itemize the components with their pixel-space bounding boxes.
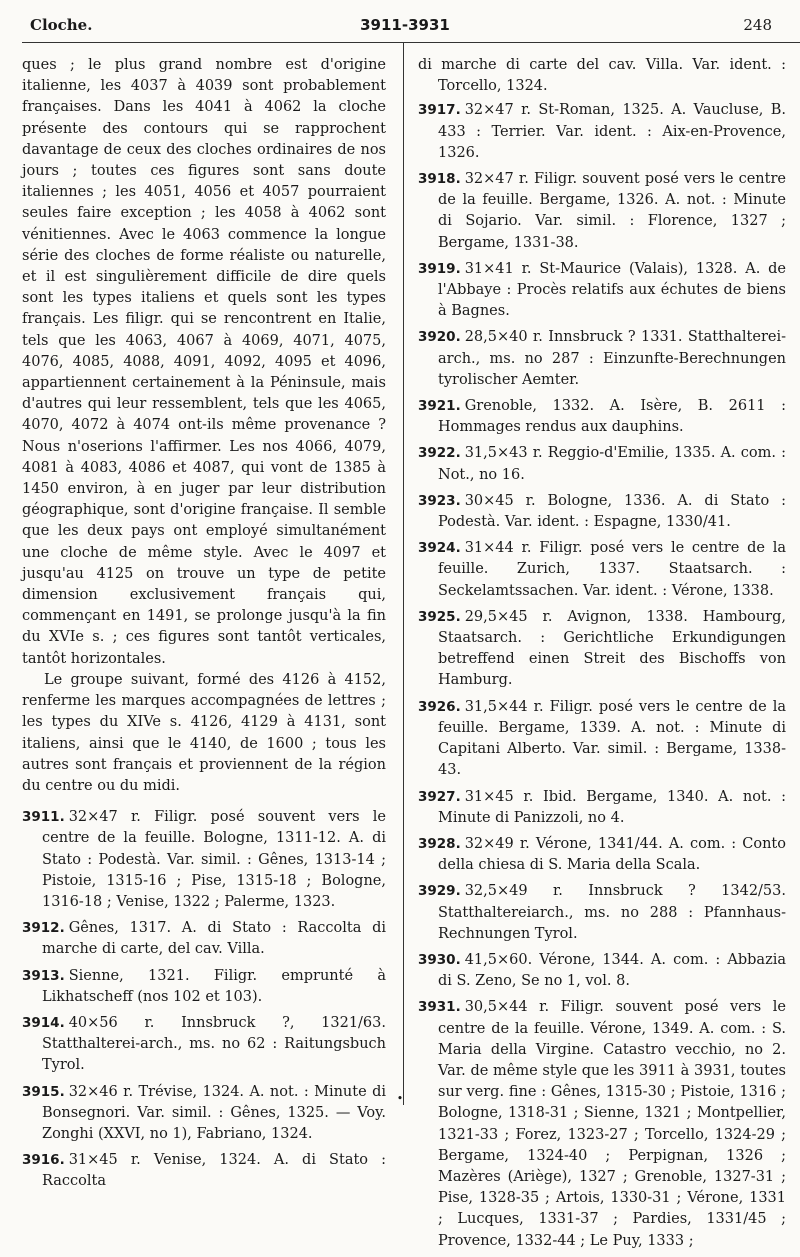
entry-number: 3916. bbox=[22, 1152, 65, 1169]
entry-number: 3926. bbox=[418, 698, 461, 715]
catalog-entry bbox=[418, 100, 786, 164]
catalog-entry bbox=[22, 966, 386, 1008]
entry-text: 31,5×44 r. Filigr. posé vers le centre de la feuille. Bergame, 1339. A. not. : Minute di Capitani Alberto. Var. simil. : Bergame, 1338-43. bbox=[438, 698, 786, 779]
entry-text: Sienne, 1321. Filigr. emprunté à Likhatscheff (nos 102 et 103). bbox=[42, 967, 386, 1005]
entry-number: 3922. bbox=[418, 445, 461, 462]
entry-number: 3923. bbox=[418, 492, 461, 509]
entry-number: 3918. bbox=[418, 171, 461, 188]
catalog-entry bbox=[418, 834, 786, 876]
entry-text: 41,5×60. Vérone, 1344. A. com. : Abbazia di S. Zeno, Se no 1, vol. 8. bbox=[438, 951, 786, 990]
entry-text: 32×47 r. Filigr. posé souvent vers le centre de la feuille. Bologne, 1311-12. A. di Stato : Podestà. Var. simil. : Gênes, 1313-14 ; Pistoie, 1315-16 ; Pise, 1315-18 ; Bologne, 1316-18 ; Venise, 1322 ; Palerme, 1323. bbox=[42, 809, 386, 910]
catalog-entry bbox=[418, 538, 786, 602]
entry-number: 3920. bbox=[418, 329, 461, 346]
left-column bbox=[22, 55, 386, 1198]
entry-text: Grenoble, 1332. A. Isère, B. 2611 : Hommages rendus aux dauphins. bbox=[438, 398, 786, 436]
entry-number: 3917. bbox=[418, 102, 461, 119]
entry-text: 32×46 r. Trévise, 1324. A. not. : Minute di Bonsegnori. Var. simil. : Gênes, 1325. — Voy. Zonghi (XXVI, no 1), Fabriano, 1324. bbox=[42, 1083, 386, 1142]
entry-number: 3924. bbox=[418, 540, 461, 557]
catalog-entry bbox=[22, 918, 386, 960]
column-divider bbox=[403, 42, 404, 1105]
catalog-entry bbox=[418, 881, 786, 945]
catalog-entry bbox=[22, 807, 386, 913]
catalog-entry bbox=[418, 491, 786, 533]
entry-number: 3921. bbox=[418, 398, 461, 415]
running-header bbox=[30, 12, 780, 40]
entry-text: 30,5×44 r. Filigr. souvent posé vers le centre de la feuille. Vérone, 1349. A. com. : S. Maria della Virgine. Catastro vecchio, no 2. Var. de même style que les 3911 à 3931, toutes sur verg. fine : Gênes, 1315-30 ; Pistoie, 1316 ; Bologne, 1318-31 ; Sienne, 1321 ; Montpellier, 1321-33 ; Forez, 1323-27 ; Torcello, 1324-29 ; Bergame, 1324-40 ; Perpignan, 1326 ; Mazères (Ariège), 1327 ; Grenoble, 1327-31 ; Pise, 1328-35 ; Artois, 1330-31 ; Vérone, 1331 ; Lucques, 1331-37 ; Pardies, 1331/45 ; Provence, 1332-44 ; Le Puy, 1333 ; bbox=[438, 999, 786, 1249]
header-section-title: Cloche. bbox=[30, 16, 93, 34]
entry-text: di marche di carte del cav. Villa. Var. ident. : Torcello, 1324. bbox=[418, 57, 786, 95]
right-column bbox=[418, 55, 786, 1257]
header-range: 3911-3931 bbox=[360, 16, 450, 34]
entry-number: 3928. bbox=[418, 835, 461, 852]
entry-text: 31×44 r. Filigr. posé vers le centre de la feuille. Zurich, 1337. Staatsarch. : Seckelamtssachen. Var. ident. : Vérone, 1338. bbox=[438, 540, 786, 599]
page-number: 248 bbox=[743, 16, 772, 34]
entry-number: 3927. bbox=[418, 788, 461, 805]
entry-text: 40×56 r. Innsbruck ?, 1321/63. Statthalterei-arch., ms. no 62 : Raitungsbuch Tyrol. bbox=[42, 1014, 386, 1074]
catalog-entry bbox=[418, 607, 786, 692]
catalog-entry bbox=[418, 169, 786, 254]
entry-number: 3915. bbox=[22, 1083, 65, 1100]
intro-paragraph: ques ; le plus grand nombre est d'origine italienne, les 4037 à 4039 sont probablement françaises. Dans les 4041 à 4062 la cloche présente des contours qui se rapprochent davantage de ceux des cloches ordinaires de nos jours ; toutes ces figures sont sans doute italiennes ; les 4051, 4056 et 4057 pourraient seules faire exception ; les 4058 à 4062 sont vénitiennes. Avec le 4063 commence la longue série des cloches de forme réaliste ou naturelle, et il est singulièrement difficile de dire quels sont les types italiens et quels sont les types français. Les filigr. qui se rencontrent en Italie, tels que les 4063, 4067 à 4069, 4071, 4075, 4076, 4085, 4088, 4091, 4092, 4095 et 4096, appartiennent certainement à la Péninsule, mais d'autres qui leur ressemblent, tels que les 4065, 4070, 4072 à 4074 ont-ils même provenance ? Nous n'oserions l'affirmer. Les nos 4066, 4079, 4081 à 4083, 4086 et 4087, qui vont de 1385 à 1450 environ, à en juger par leur distribution géographique, sont d'origine française. Il semble que les deux pays ont employé simultanément une cloche de même style. Avec le 4097 et jusqu'au 4125 on trouve un type de petite dimension exclusivement français qui, commençant en 1491, se prolonge jusqu'à la fin du XVIe s. ; ces figures sont tantôt verticales, tantôt horizontales. bbox=[22, 57, 386, 667]
entry-text: 31×41 r. St-Maurice (Valais), 1328. A. de l'Abbaye : Procès relatifs aux échutes de biens à Bagnes. bbox=[438, 260, 786, 320]
entry-number: 3911. bbox=[22, 809, 65, 826]
footer-mark: • bbox=[396, 1092, 404, 1105]
catalog-entry bbox=[22, 1013, 386, 1077]
catalog-entry bbox=[418, 997, 786, 1251]
entry-text: 31,5×43 r. Reggio-d'Emilie, 1335. A. com. : Not., no 16. bbox=[438, 445, 786, 483]
catalog-entry bbox=[22, 1150, 386, 1192]
entry-text: 28,5×40 r. Innsbruck ? 1331. Statthalterei-arch., ms. no 287 : Einzunfte-Berechnungen tyrolischer Aemter. bbox=[438, 329, 786, 388]
entry-number: 3912. bbox=[22, 920, 65, 937]
entry-text: 31×45 r. Ibid. Bergame, 1340. A. not. : Minute di Panizzoli, no 4. bbox=[438, 788, 786, 826]
entry-number: 3919. bbox=[418, 260, 461, 277]
catalog-entry bbox=[418, 787, 786, 829]
entry-text: Gênes, 1317. A. di Stato : Raccolta di marche di carte, del cav. Villa. bbox=[42, 920, 386, 958]
entry-text: 31×45 r. Venise, 1324. A. di Stato : Raccolta bbox=[42, 1152, 386, 1190]
entry-number: 3914. bbox=[22, 1014, 65, 1031]
intro-paragraph: Le groupe suivant, formé des 4126 à 4152, renferme les marques accompagnées de lettres ; les types du XIVe s. 4126, 4129 à 4131, sont italiens, ainsi que le 4140, de 1600 ; tous les autres sont français et proviennent de la région du centre ou du midi. bbox=[22, 671, 386, 794]
header-rule bbox=[22, 42, 800, 43]
catalog-entry bbox=[418, 950, 786, 992]
entry-text: 29,5×45 r. Avignon, 1338. Hambourg, Staatsarch. : Gerichtliche Erkundigungen betreffend einen Streit des Bischoffs von Hamburg. bbox=[438, 608, 786, 689]
entry-number: 3929. bbox=[418, 883, 461, 900]
catalog-entry bbox=[418, 443, 786, 485]
catalog-entry bbox=[418, 259, 786, 323]
entry-continuation bbox=[418, 55, 786, 97]
entry-number: 3930. bbox=[418, 951, 461, 968]
entry-text: 32×49 r. Vérone, 1341/44. A. com. : Conto della chiesa di S. Maria della Scala. bbox=[438, 835, 786, 874]
catalog-entry bbox=[418, 697, 786, 782]
entry-number: 3931. bbox=[418, 999, 461, 1016]
entry-text: 30×45 r. Bologne, 1336. A. di Stato : Podestà. Var. ident. : Espagne, 1330/41. bbox=[438, 492, 786, 531]
entry-text: 32×47 r. Filigr. souvent posé vers le centre de la feuille. Bergame, 1326. A. not. : Minute di Sojario. Var. simil. : Florence, 1327 ; Bergame, 1331-38. bbox=[438, 171, 786, 251]
entry-number: 3913. bbox=[22, 967, 65, 984]
catalog-entry bbox=[418, 327, 786, 391]
entry-text: 32×47 r. St-Roman, 1325. A. Vaucluse, B. 433 : Terrier. Var. ident. : Aix-en-Provence, 1326. bbox=[438, 102, 786, 161]
entry-text: 32,5×49 r. Innsbruck ? 1342/53. Statthaltereiarch., ms. no 288 : Pfannhaus-Rechnungen Tyrol. bbox=[438, 883, 786, 942]
catalog-entry bbox=[418, 396, 786, 438]
entry-number: 3925. bbox=[418, 608, 461, 625]
